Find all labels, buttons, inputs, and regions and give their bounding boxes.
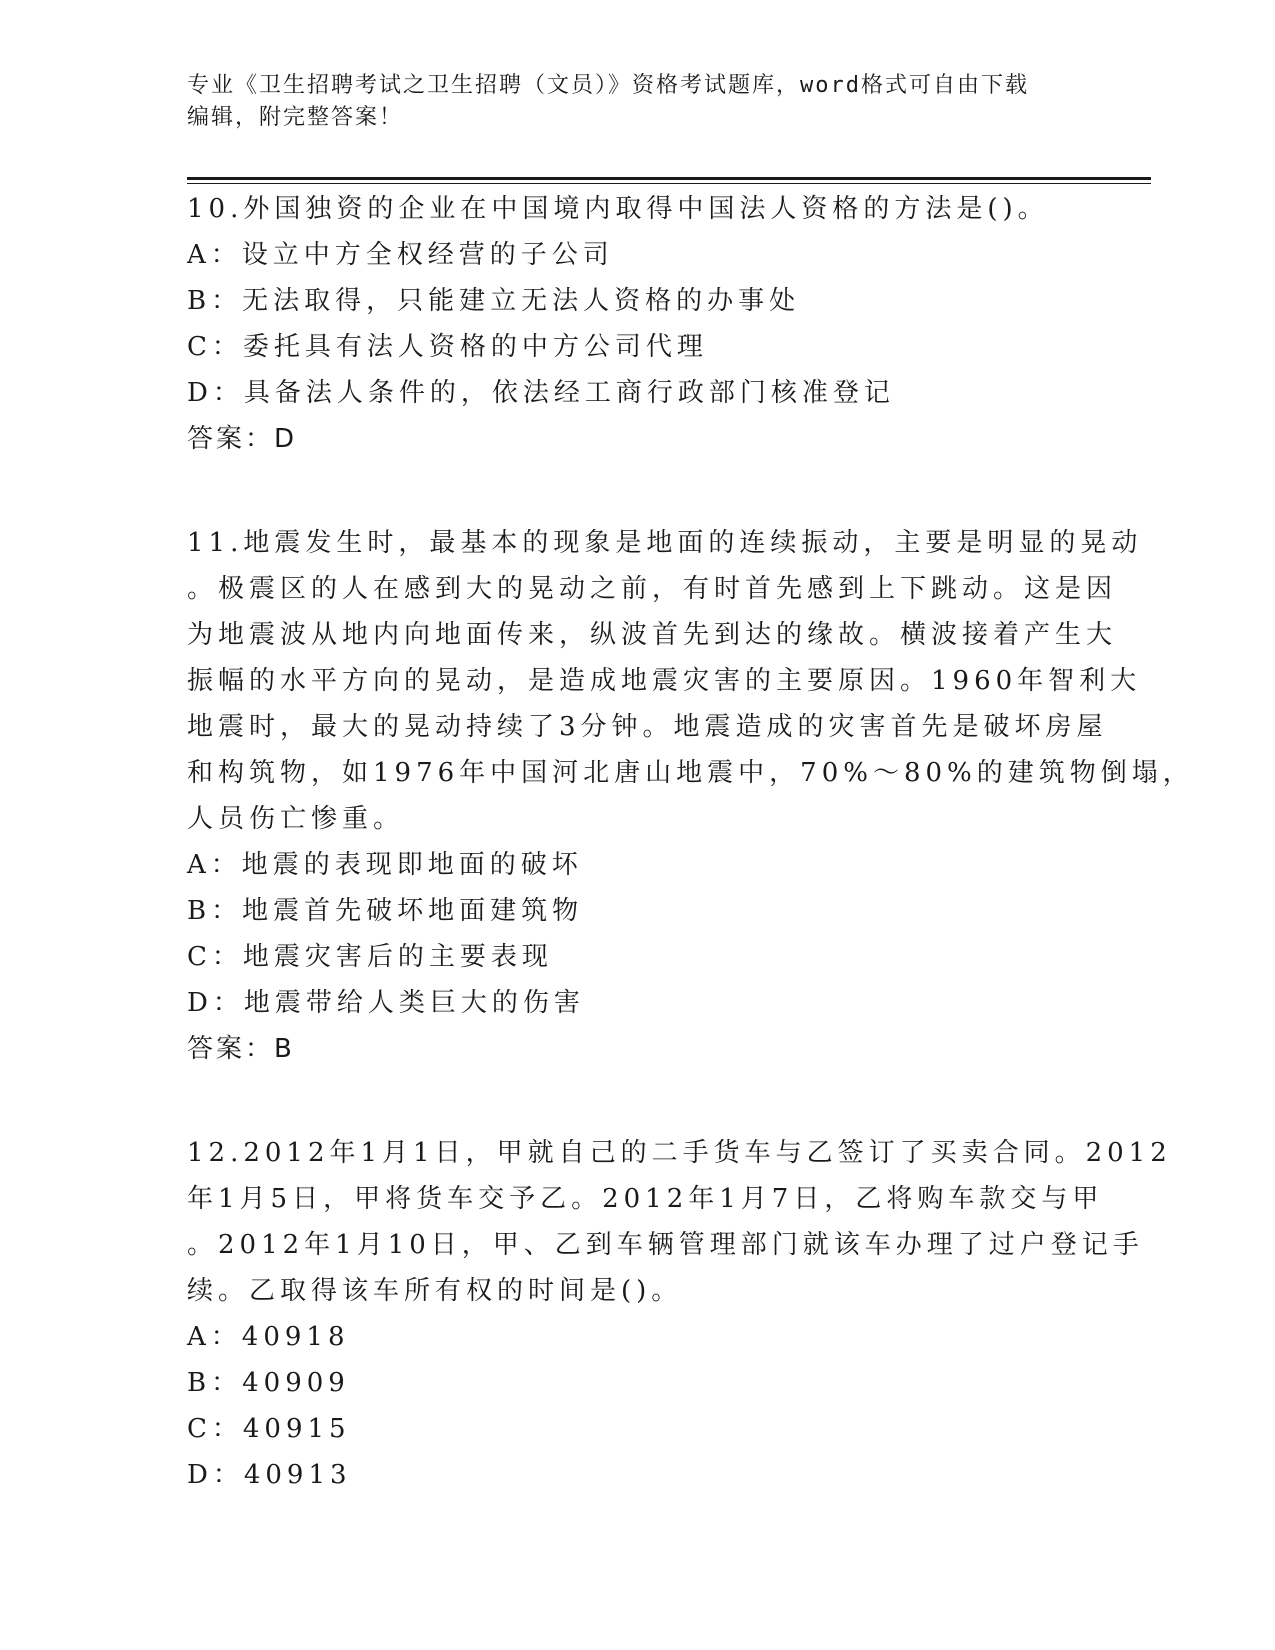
question-stem-line: 。2012年1月10日，甲、乙到车辆管理部门就该车办理了过户登记手 xyxy=(187,1230,1144,1260)
question-stem-line: 和构筑物，如1976年中国河北唐山地震中，70%～80%的建筑物倒塌， xyxy=(187,758,1194,788)
question-stem-line: 地震时，最大的晃动持续了3分钟。地震造成的灾害首先是破坏房屋 xyxy=(187,712,1108,742)
option-a: A：地震的表现即地面的破坏 xyxy=(187,850,583,880)
header-rule-thick xyxy=(187,177,1151,180)
question-10 xyxy=(187,186,1087,462)
option-a: A：设立中方全权经营的子公司 xyxy=(187,240,614,270)
option-a: A：40918 xyxy=(187,1322,350,1352)
question-stem-line: 续。乙取得该车所有权的时间是()。 xyxy=(187,1276,683,1306)
header-line-2: 编辑，附完整答案！ xyxy=(187,105,404,130)
question-12 xyxy=(187,1130,1172,1498)
option-d: D：具备法人条件的，依法经工商行政部门核准登记 xyxy=(187,378,895,408)
option-d: D：40913 xyxy=(187,1460,352,1490)
option-c: C：地震灾害后的主要表现 xyxy=(187,942,553,972)
question-stem-line: 年1月5日，甲将货车交予乙。2012年1月7日，乙将购车款交与甲 xyxy=(187,1184,1104,1214)
question-11 xyxy=(187,520,1194,1072)
question-stem-line: 人员伤亡惨重。 xyxy=(187,804,405,834)
answer-label: 答案：D xyxy=(187,424,298,454)
header-rule-thin xyxy=(187,183,1151,184)
question-stem-line: 为地震波从地内向地面传来，纵波首先到达的缘故。横波接着产生大 xyxy=(187,620,1118,650)
question-stem-line: 11.地震发生时，最基本的现象是地面的连续振动，主要是明显的晃动 xyxy=(187,528,1143,558)
option-b: B：地震首先破坏地面建筑物 xyxy=(187,896,584,926)
header-line-1: 专业《卫生招聘考试之卫生招聘（文员）》资格考试题库，word格式可自由下载 xyxy=(187,73,1029,98)
option-b: B：40909 xyxy=(187,1368,350,1398)
question-stem: 10.外国独资的企业在中国境内取得中国法人资格的方法是()。 xyxy=(187,194,1049,224)
answer-label: 答案：B xyxy=(187,1034,295,1064)
option-b: B：无法取得，只能建立无法人资格的办事处 xyxy=(187,286,801,316)
question-spacer xyxy=(187,462,1087,520)
question-stem-line: 12.2012年1月1日，甲就自己的二手货车与乙签订了买卖合同。2012 xyxy=(187,1138,1172,1168)
option-c: C：40915 xyxy=(187,1414,351,1444)
option-d: D：地震带给人类巨大的伤害 xyxy=(187,988,585,1018)
option-c: C：委托具有法人资格的中方公司代理 xyxy=(187,332,708,362)
question-stem-line: 。极震区的人在感到大的晃动之前，有时首先感到上下跳动。这是因 xyxy=(187,574,1118,604)
question-list xyxy=(187,186,1194,1498)
question-spacer xyxy=(187,1072,1087,1130)
question-stem-line: 振幅的水平方向的晃动，是造成地震灾害的主要原因。1960年智利大 xyxy=(187,666,1142,696)
document-header xyxy=(187,70,1087,134)
